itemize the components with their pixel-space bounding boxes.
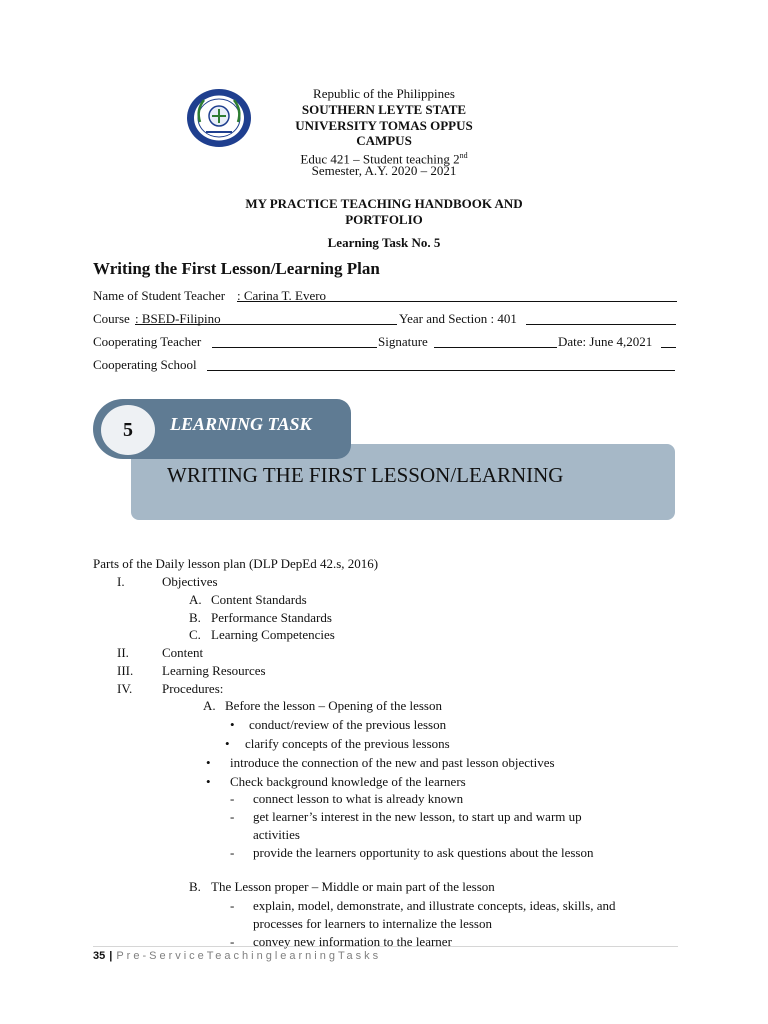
list-item: connect lesson to what is already known: [253, 791, 464, 806]
footer-separator: |: [109, 950, 113, 962]
handbook-title-line1: MY PRACTICE TEACHING HANDBOOK AND: [245, 196, 523, 211]
list-item: Objectives: [162, 574, 218, 589]
course-row: [93, 310, 678, 328]
list-item: introduce the connection of the new and past lesson objectives: [230, 755, 555, 770]
list-item-continuation: processes for learners to internalize the lesson: [253, 916, 492, 931]
name-value: : Carina T. Evero: [237, 288, 327, 303]
date-label: Date: June 4,2021: [558, 334, 653, 349]
cooperating-teacher-row: [93, 333, 678, 351]
cooperating-teacher-label: Cooperating Teacher: [93, 334, 202, 349]
dash-icon: -: [230, 845, 235, 860]
list-item: Learning Competencies: [211, 627, 335, 642]
university-name-line3: CAMPUS: [356, 133, 412, 148]
section-title: Writing the First Lesson/Learning Plan: [93, 259, 380, 278]
list-item: explain, model, demonstrate, and illustrate concepts, ideas, skills, and: [253, 898, 616, 913]
list-letter: A.: [203, 698, 216, 713]
course-value: : BSED-Filipino: [135, 311, 221, 326]
course-label: Course: [93, 311, 130, 326]
handbook-title-line2: PORTFOLIO: [345, 212, 423, 227]
list-numeral: IV.: [117, 681, 133, 696]
list-numeral: II.: [117, 645, 129, 660]
signature-underline: [434, 333, 557, 348]
list-item: Check background knowledge of the learners: [230, 774, 466, 789]
list-item: The Lesson proper – Middle or main part of the lesson: [211, 879, 495, 894]
dlp-intro: Parts of the Daily lesson plan (DLP DepEd 42.s, 2016): [93, 556, 379, 571]
list-letter: C.: [189, 627, 201, 642]
dash-icon: -: [230, 934, 235, 949]
dash-icon: -: [230, 898, 235, 913]
list-item-continuation: activities: [253, 827, 300, 842]
date-underline: [661, 333, 676, 348]
list-item: get learner’s interest in the new lesson, to start up and warm up: [253, 809, 582, 824]
university-name-line2: UNIVERSITY TOMAS OPPUS: [295, 118, 473, 133]
page-footer: [93, 950, 381, 962]
university-name-line1: SOUTHERN LEYTE STATE: [301, 102, 467, 117]
learning-task-title: WRITING THE FIRST LESSON/LEARNING: [167, 463, 564, 487]
course-superscript: nd: [459, 151, 468, 160]
name-label: Name of Student Teacher: [93, 288, 226, 303]
learning-task-number: Learning Task No. 5: [327, 235, 441, 250]
list-item: convey new information to the learner: [253, 934, 452, 949]
list-item: Content Standards: [211, 592, 307, 607]
list-letter: A.: [189, 592, 202, 607]
list-numeral: III.: [117, 663, 134, 678]
cooperating-school-row: [93, 356, 678, 374]
footer-divider: [93, 946, 678, 947]
list-numeral: I.: [117, 574, 125, 589]
bullet-icon: •: [230, 717, 235, 732]
list-letter: B.: [189, 879, 201, 894]
signature-label: Signature: [378, 334, 428, 349]
list-item: provide the learners opportunity to ask questions about the lesson: [253, 845, 594, 860]
page-number: 35: [93, 950, 106, 962]
semester-line: Semester, A.Y. 2020 – 2021: [311, 163, 457, 178]
learning-task-number-badge: 5: [101, 405, 155, 455]
bullet-icon: •: [206, 774, 211, 789]
list-letter: B.: [189, 610, 201, 625]
footer-text: Pre-ServiceTeachinglearningTasks: [116, 950, 382, 962]
dash-icon: -: [230, 809, 235, 824]
course-line: Educ 421 – Student teaching 2nd: [300, 151, 468, 167]
list-item: Content: [162, 645, 204, 660]
name-row: [93, 287, 678, 305]
learning-task-label: LEARNING TASK: [170, 414, 312, 434]
cooperating-school-underline: [207, 356, 675, 371]
bullet-icon: •: [206, 755, 211, 770]
list-item: Procedures:: [162, 681, 224, 696]
cooperating-teacher-underline: [212, 333, 377, 348]
list-item: conduct/review of the previous lesson: [249, 717, 447, 732]
dash-icon: -: [230, 791, 235, 806]
list-item: Learning Resources: [162, 663, 266, 678]
list-item: Before the lesson – Opening of the lesson: [225, 698, 442, 713]
year-section-underline: [526, 310, 676, 325]
bullet-icon: •: [225, 736, 230, 751]
republic-line: Republic of the Philippines: [313, 86, 455, 101]
list-item: Performance Standards: [211, 610, 332, 625]
cooperating-school-label: Cooperating School: [93, 357, 197, 372]
list-item: clarify concepts of the previous lessons: [245, 736, 450, 751]
year-section-label: Year and Section : 401: [399, 311, 517, 326]
